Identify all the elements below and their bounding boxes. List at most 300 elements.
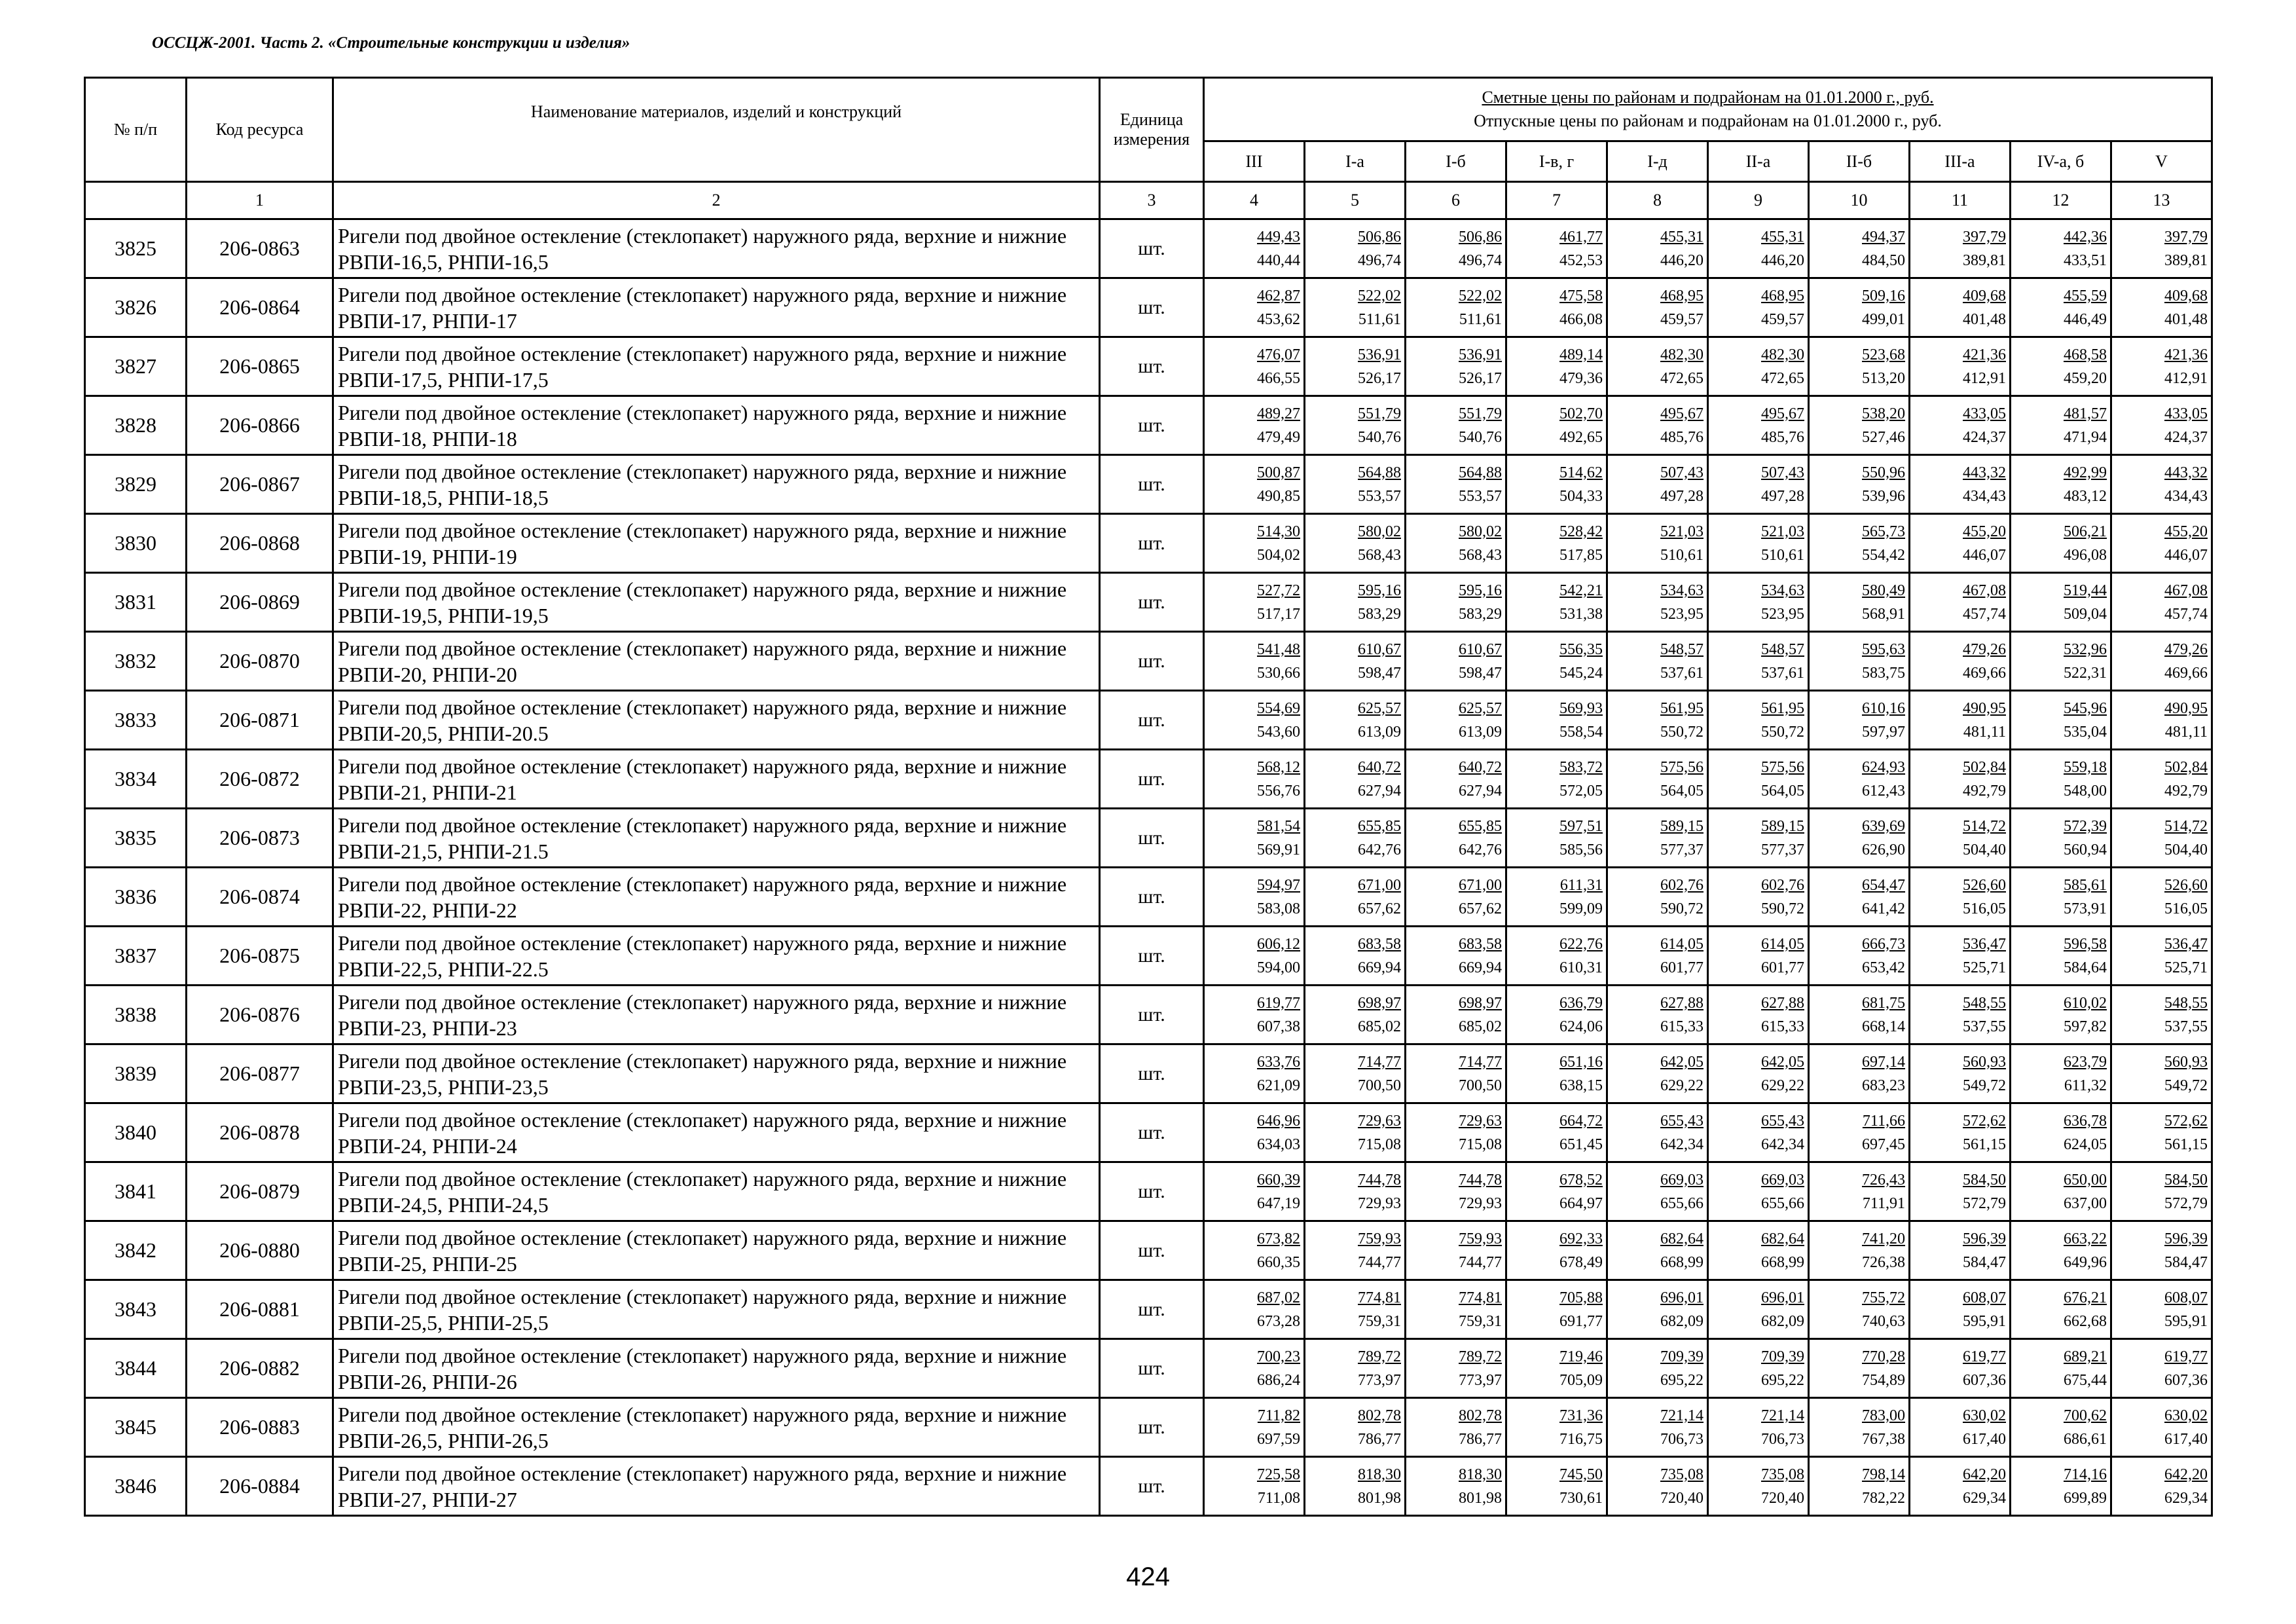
release-price: 446,20 bbox=[1660, 251, 1704, 269]
release-price: 590,72 bbox=[1761, 900, 1804, 917]
release-price: 678,49 bbox=[1559, 1253, 1603, 1271]
price-cell bbox=[1204, 1280, 1305, 1339]
price-cell bbox=[1204, 868, 1305, 927]
item-name: Ригели под двойное остекление (стеклопакет) наружного ряда, верхние и нижние РВПИ-26, РНПИ-26 bbox=[333, 1339, 1100, 1398]
price-cell bbox=[1204, 750, 1305, 809]
row-number: 3837 bbox=[85, 927, 187, 986]
release-price: 573,91 bbox=[2064, 900, 2107, 917]
estimate-price: 669,03 bbox=[1761, 1171, 1804, 1189]
price-cell bbox=[1607, 986, 1708, 1044]
price-cell bbox=[1506, 219, 1607, 278]
release-price: 496,08 bbox=[2064, 546, 2107, 564]
release-price: 550,72 bbox=[1761, 723, 1804, 741]
price-cell bbox=[1506, 1280, 1607, 1339]
estimate-price: 528,42 bbox=[1559, 523, 1603, 540]
release-price: 637,00 bbox=[2064, 1194, 2107, 1212]
release-price: 669,94 bbox=[1459, 959, 1502, 976]
row-number: 3831 bbox=[85, 573, 187, 632]
release-price: 479,36 bbox=[1559, 369, 1603, 387]
release-price: 569,91 bbox=[1257, 841, 1300, 858]
price-cell bbox=[2011, 1457, 2111, 1516]
unit-cell: шт. bbox=[1100, 573, 1204, 632]
resource-code: 206-0872 bbox=[187, 750, 333, 809]
estimate-price: 602,76 bbox=[1761, 876, 1804, 894]
release-price: 773,97 bbox=[1459, 1371, 1502, 1389]
price-cell bbox=[1910, 337, 2011, 396]
unit-cell: шт. bbox=[1100, 1280, 1204, 1339]
estimate-price: 602,76 bbox=[1660, 876, 1704, 894]
resource-code: 206-0874 bbox=[187, 868, 333, 927]
release-price: 490,85 bbox=[1257, 487, 1300, 505]
release-price: 412,91 bbox=[2164, 369, 2208, 387]
release-price: 601,77 bbox=[1660, 959, 1704, 976]
release-price: 729,93 bbox=[1358, 1194, 1401, 1212]
price-cell bbox=[1305, 1044, 1406, 1103]
estimate-price: 664,72 bbox=[1559, 1112, 1603, 1130]
prices-release-label: Отпускные цены по районам и подрайонам на 01.01.2000 г., руб. bbox=[1474, 111, 1942, 130]
estimate-price: 608,07 bbox=[2164, 1289, 2208, 1306]
price-cell bbox=[1406, 1280, 1506, 1339]
price-cell bbox=[1506, 750, 1607, 809]
estimate-price: 468,95 bbox=[1761, 287, 1804, 304]
estimate-price: 551,79 bbox=[1358, 405, 1401, 422]
price-cell bbox=[1809, 278, 1910, 337]
estimate-price: 489,14 bbox=[1559, 346, 1603, 363]
price-cell bbox=[1910, 1044, 2011, 1103]
price-cell bbox=[1708, 809, 1809, 868]
estimate-price: 611,31 bbox=[1559, 876, 1603, 894]
estimate-price: 409,68 bbox=[2164, 287, 2208, 304]
price-cell bbox=[1406, 1457, 1506, 1516]
unit-cell: шт. bbox=[1100, 1044, 1204, 1103]
price-cell bbox=[1910, 986, 2011, 1044]
price-cell bbox=[2011, 219, 2111, 278]
release-price: 740,63 bbox=[1862, 1312, 1905, 1330]
estimate-price: 774,81 bbox=[1358, 1289, 1401, 1306]
item-name: Ригели под двойное остекление (стеклопакет) наружного ряда, верхние и нижние РВПИ-19, РНПИ-19 bbox=[333, 514, 1100, 573]
item-name: Ригели под двойное остекление (стеклопакет) наружного ряда, верхние и нижние РВПИ-25,5, РНПИ-25,5 bbox=[333, 1280, 1100, 1339]
row-number: 3843 bbox=[85, 1280, 187, 1339]
item-name: Ригели под двойное остекление (стеклопакет) наружного ряда, верхние и нижние РВПИ-19,5, РНПИ-19,5 bbox=[333, 573, 1100, 632]
estimate-price: 536,47 bbox=[2164, 935, 2208, 953]
release-price: 543,60 bbox=[1257, 723, 1300, 741]
estimate-price: 726,43 bbox=[1862, 1171, 1905, 1189]
release-price: 537,55 bbox=[2164, 1018, 2208, 1035]
estimate-price: 818,30 bbox=[1358, 1466, 1401, 1483]
price-cell bbox=[1809, 1398, 1910, 1457]
price-cell bbox=[1607, 1398, 1708, 1457]
region-header: I-д bbox=[1607, 141, 1708, 182]
item-name: Ригели под двойное остекление (стеклопакет) наружного ряда, верхние и нижние РВПИ-21, РНПИ-21 bbox=[333, 750, 1100, 809]
table-row bbox=[85, 1103, 2212, 1162]
price-cell bbox=[1305, 691, 1406, 750]
release-price: 629,34 bbox=[1963, 1489, 2006, 1507]
estimate-price: 581,54 bbox=[1257, 817, 1300, 835]
price-cell bbox=[1809, 455, 1910, 514]
unit-cell: шт. bbox=[1100, 927, 1204, 986]
release-price: 686,24 bbox=[1257, 1371, 1300, 1389]
price-cell bbox=[1708, 1162, 1809, 1221]
estimate-price: 506,86 bbox=[1459, 228, 1502, 246]
release-price: 446,07 bbox=[1963, 546, 2006, 564]
price-cell bbox=[1607, 337, 1708, 396]
estimate-price: 449,43 bbox=[1257, 228, 1300, 246]
item-name: Ригели под двойное остекление (стеклопакет) наружного ряда, верхние и нижние РВПИ-25, РНПИ-25 bbox=[333, 1221, 1100, 1280]
release-price: 601,77 bbox=[1761, 959, 1804, 976]
resource-code: 206-0875 bbox=[187, 927, 333, 986]
price-cell bbox=[2111, 750, 2212, 809]
estimate-price: 532,96 bbox=[2064, 640, 2107, 658]
price-cell bbox=[1607, 1457, 1708, 1516]
estimate-price: 692,33 bbox=[1559, 1230, 1603, 1247]
release-price: 469,66 bbox=[1963, 664, 2006, 682]
row-number: 3840 bbox=[85, 1103, 187, 1162]
price-cell bbox=[1607, 927, 1708, 986]
price-cell bbox=[2011, 868, 2111, 927]
release-price: 537,61 bbox=[1660, 664, 1704, 682]
release-price: 525,71 bbox=[2164, 959, 2208, 976]
price-cell bbox=[1204, 1221, 1305, 1280]
release-price: 434,43 bbox=[2164, 487, 2208, 505]
estimate-price: 802,78 bbox=[1358, 1407, 1401, 1424]
price-cell bbox=[1708, 278, 1809, 337]
release-price: 653,42 bbox=[1862, 959, 1905, 976]
price-cell bbox=[1506, 278, 1607, 337]
price-cell bbox=[1708, 396, 1809, 455]
release-price: 523,95 bbox=[1761, 605, 1804, 623]
table-row bbox=[85, 691, 2212, 750]
release-price: 564,05 bbox=[1761, 782, 1804, 800]
resource-code: 206-0870 bbox=[187, 632, 333, 691]
estimate-price: 678,52 bbox=[1559, 1171, 1603, 1189]
price-cell bbox=[1204, 632, 1305, 691]
release-price: 730,61 bbox=[1559, 1489, 1603, 1507]
column-header-name: Наименование материалов, изделий и конструкций bbox=[333, 78, 1100, 182]
release-price: 496,74 bbox=[1358, 251, 1401, 269]
release-price: 517,85 bbox=[1559, 546, 1603, 564]
region-header: II-а bbox=[1708, 141, 1809, 182]
estimate-price: 666,73 bbox=[1862, 935, 1905, 953]
release-price: 389,81 bbox=[2164, 251, 2208, 269]
price-cell bbox=[2011, 1044, 2111, 1103]
region-header: I-б bbox=[1406, 141, 1506, 182]
estimate-price: 482,30 bbox=[1761, 346, 1804, 363]
estimate-price: 619,77 bbox=[2164, 1348, 2208, 1365]
price-cell bbox=[2111, 1221, 2212, 1280]
column-header-unit: Единица измерения bbox=[1100, 78, 1204, 182]
release-price: 511,61 bbox=[1358, 310, 1401, 328]
price-cell bbox=[1708, 1103, 1809, 1162]
estimate-price: 534,63 bbox=[1660, 581, 1704, 599]
estimate-price: 735,08 bbox=[1660, 1466, 1704, 1483]
estimate-price: 642,20 bbox=[2164, 1466, 2208, 1483]
column-number-empty bbox=[85, 182, 187, 219]
table-row bbox=[85, 1339, 2212, 1398]
table-row bbox=[85, 1280, 2212, 1339]
price-cell bbox=[1204, 1457, 1305, 1516]
price-cell bbox=[2111, 1162, 2212, 1221]
price-cell bbox=[2111, 455, 2212, 514]
release-price: 668,14 bbox=[1862, 1018, 1905, 1035]
estimate-price: 683,58 bbox=[1358, 935, 1401, 953]
estimate-price: 482,30 bbox=[1660, 346, 1704, 363]
estimate-price: 584,50 bbox=[1963, 1171, 2006, 1189]
estimate-price: 682,64 bbox=[1660, 1230, 1704, 1247]
estimate-price: 545,96 bbox=[2064, 699, 2107, 717]
price-cell bbox=[1506, 809, 1607, 868]
release-price: 685,02 bbox=[1358, 1018, 1401, 1035]
price-cell bbox=[1506, 396, 1607, 455]
estimate-price: 630,02 bbox=[1963, 1407, 2006, 1424]
release-price: 492,79 bbox=[1963, 782, 2006, 800]
release-price: 715,08 bbox=[1358, 1135, 1401, 1153]
estimate-price: 489,27 bbox=[1257, 405, 1300, 422]
price-cell bbox=[1708, 455, 1809, 514]
release-price: 720,40 bbox=[1761, 1489, 1804, 1507]
row-number: 3846 bbox=[85, 1457, 187, 1516]
price-cell bbox=[1708, 691, 1809, 750]
price-cell bbox=[1910, 396, 2011, 455]
release-price: 525,71 bbox=[1963, 959, 2006, 976]
price-cell bbox=[1910, 455, 2011, 514]
price-cell bbox=[1406, 573, 1506, 632]
release-price: 617,40 bbox=[1963, 1430, 2006, 1448]
row-number: 3841 bbox=[85, 1162, 187, 1221]
column-header-code: Код ресурса bbox=[187, 78, 333, 182]
release-price: 434,43 bbox=[1963, 487, 2006, 505]
release-price: 504,02 bbox=[1257, 546, 1300, 564]
resource-code: 206-0863 bbox=[187, 219, 333, 278]
region-header: I-а bbox=[1305, 141, 1406, 182]
release-price: 660,35 bbox=[1257, 1253, 1300, 1271]
price-cell bbox=[1406, 632, 1506, 691]
price-cell bbox=[1910, 278, 2011, 337]
estimate-price: 506,21 bbox=[2064, 523, 2107, 540]
price-cell bbox=[1910, 750, 2011, 809]
estimate-price: 729,63 bbox=[1459, 1112, 1502, 1130]
item-name: Ригели под двойное остекление (стеклопакет) наружного ряда, верхние и нижние РВПИ-17, РНПИ-17 bbox=[333, 278, 1100, 337]
release-price: 683,23 bbox=[1862, 1077, 1905, 1094]
price-cell bbox=[2111, 1339, 2212, 1398]
release-price: 497,28 bbox=[1761, 487, 1804, 505]
estimate-price: 443,32 bbox=[1963, 464, 2006, 481]
price-cell bbox=[1809, 632, 1910, 691]
estimate-price: 561,95 bbox=[1660, 699, 1704, 717]
price-cell bbox=[1607, 632, 1708, 691]
release-price: 540,76 bbox=[1358, 428, 1401, 446]
release-price: 412,91 bbox=[1963, 369, 2006, 387]
estimate-price: 572,62 bbox=[1963, 1112, 2006, 1130]
release-price: 583,29 bbox=[1358, 605, 1401, 623]
price-cell bbox=[1607, 219, 1708, 278]
price-cell bbox=[1708, 1339, 1809, 1398]
estimate-price: 442,36 bbox=[2064, 228, 2107, 246]
release-price: 479,49 bbox=[1257, 428, 1300, 446]
estimate-price: 789,72 bbox=[1459, 1348, 1502, 1365]
estimate-price: 614,05 bbox=[1761, 935, 1804, 953]
price-cell bbox=[1910, 1398, 2011, 1457]
release-price: 627,94 bbox=[1459, 782, 1502, 800]
release-price: 530,66 bbox=[1257, 664, 1300, 682]
price-cell bbox=[1910, 1103, 2011, 1162]
estimate-price: 514,72 bbox=[1963, 817, 2006, 835]
price-cell bbox=[1406, 1044, 1506, 1103]
price-cell bbox=[1708, 1457, 1809, 1516]
release-price: 531,38 bbox=[1559, 605, 1603, 623]
release-price: 577,37 bbox=[1660, 841, 1704, 858]
release-price: 711,91 bbox=[1862, 1194, 1905, 1212]
price-cell bbox=[1607, 1221, 1708, 1280]
unit-cell: шт. bbox=[1100, 1221, 1204, 1280]
estimate-price: 759,93 bbox=[1358, 1230, 1401, 1247]
estimate-price: 479,26 bbox=[2164, 640, 2208, 658]
estimate-price: 506,86 bbox=[1358, 228, 1401, 246]
release-price: 786,77 bbox=[1459, 1430, 1502, 1448]
resource-code: 206-0883 bbox=[187, 1398, 333, 1457]
table-row bbox=[85, 927, 2212, 986]
column-number: 9 bbox=[1708, 182, 1809, 219]
resource-code: 206-0876 bbox=[187, 986, 333, 1044]
release-price: 664,97 bbox=[1559, 1194, 1603, 1212]
price-cell bbox=[2011, 514, 2111, 573]
unit-cell: шт. bbox=[1100, 337, 1204, 396]
release-price: 553,57 bbox=[1459, 487, 1502, 505]
price-cell bbox=[1506, 632, 1607, 691]
estimate-price: 640,72 bbox=[1459, 758, 1502, 776]
release-price: 744,77 bbox=[1459, 1253, 1502, 1271]
estimate-price: 639,69 bbox=[1862, 817, 1905, 835]
estimate-price: 640,72 bbox=[1358, 758, 1401, 776]
price-cell bbox=[1708, 927, 1809, 986]
estimate-price: 630,02 bbox=[2164, 1407, 2208, 1424]
resource-code: 206-0865 bbox=[187, 337, 333, 396]
price-cell bbox=[2111, 691, 2212, 750]
estimate-price: 455,59 bbox=[2064, 287, 2107, 304]
price-cell bbox=[1305, 396, 1406, 455]
release-price: 492,79 bbox=[2164, 782, 2208, 800]
estimate-price: 789,72 bbox=[1358, 1348, 1401, 1365]
release-price: 424,37 bbox=[2164, 428, 2208, 446]
price-cell bbox=[1406, 337, 1506, 396]
price-cell bbox=[1607, 573, 1708, 632]
estimate-price: 714,16 bbox=[2064, 1466, 2107, 1483]
price-cell bbox=[1910, 219, 2011, 278]
column-number: 10 bbox=[1809, 182, 1910, 219]
region-header: I-в, г bbox=[1506, 141, 1607, 182]
price-cell bbox=[1809, 1457, 1910, 1516]
release-price: 759,31 bbox=[1358, 1312, 1401, 1330]
price-cell bbox=[1305, 1339, 1406, 1398]
release-price: 634,03 bbox=[1257, 1135, 1300, 1153]
estimate-price: 646,96 bbox=[1257, 1112, 1300, 1130]
estimate-price: 467,08 bbox=[1963, 581, 2006, 599]
column-number: 2 bbox=[333, 182, 1100, 219]
table-row bbox=[85, 455, 2212, 514]
row-number: 3825 bbox=[85, 219, 187, 278]
item-name: Ригели под двойное остекление (стеклопакет) наружного ряда, верхние и нижние РВПИ-20, РНПИ-20 bbox=[333, 632, 1100, 691]
estimate-price: 610,02 bbox=[2064, 994, 2107, 1012]
price-cell bbox=[1809, 1162, 1910, 1221]
estimate-price: 455,20 bbox=[2164, 523, 2208, 540]
column-header-prices bbox=[1204, 78, 2212, 141]
release-price: 705,09 bbox=[1559, 1371, 1603, 1389]
estimate-price: 409,68 bbox=[1963, 287, 2006, 304]
release-price: 509,04 bbox=[2064, 605, 2107, 623]
estimate-price: 443,32 bbox=[2164, 464, 2208, 481]
release-price: 657,62 bbox=[1459, 900, 1502, 917]
price-cell bbox=[2111, 396, 2212, 455]
release-price: 642,34 bbox=[1660, 1135, 1704, 1153]
price-cell bbox=[1406, 750, 1506, 809]
release-price: 496,74 bbox=[1459, 251, 1502, 269]
region-header: III bbox=[1204, 141, 1305, 182]
estimate-price: 698,97 bbox=[1358, 994, 1401, 1012]
release-price: 568,91 bbox=[1862, 605, 1905, 623]
estimate-price: 596,39 bbox=[1963, 1230, 2006, 1247]
price-cell bbox=[1406, 868, 1506, 927]
price-cell bbox=[1809, 809, 1910, 868]
release-price: 511,61 bbox=[1459, 310, 1502, 328]
release-price: 522,31 bbox=[2064, 664, 2107, 682]
price-cell bbox=[1506, 868, 1607, 927]
estimate-price: 655,85 bbox=[1459, 817, 1502, 835]
release-price: 583,75 bbox=[1862, 664, 1905, 682]
unit-cell: шт. bbox=[1100, 868, 1204, 927]
table-row bbox=[85, 1162, 2212, 1221]
release-price: 613,09 bbox=[1358, 723, 1401, 741]
price-cell bbox=[1305, 1162, 1406, 1221]
table-row bbox=[85, 396, 2212, 455]
release-price: 553,57 bbox=[1358, 487, 1401, 505]
release-price: 572,79 bbox=[1963, 1194, 2006, 1212]
column-number: 13 bbox=[2111, 182, 2212, 219]
release-price: 617,40 bbox=[2164, 1430, 2208, 1448]
price-cell bbox=[1506, 514, 1607, 573]
release-price: 561,15 bbox=[2164, 1135, 2208, 1153]
estimate-price: 536,91 bbox=[1358, 346, 1401, 363]
price-cell bbox=[1204, 396, 1305, 455]
release-price: 556,76 bbox=[1257, 782, 1300, 800]
price-cell bbox=[1506, 455, 1607, 514]
release-price: 472,65 bbox=[1660, 369, 1704, 387]
release-price: 595,91 bbox=[2164, 1312, 2208, 1330]
item-name: Ригели под двойное остекление (стеклопакет) наружного ряда, верхние и нижние РВПИ-22, РНПИ-22 bbox=[333, 868, 1100, 927]
price-cell bbox=[1406, 514, 1506, 573]
region-header: III-а bbox=[1910, 141, 2011, 182]
price-cell bbox=[1305, 927, 1406, 986]
resource-code: 206-0866 bbox=[187, 396, 333, 455]
table-row bbox=[85, 1044, 2212, 1103]
price-cell bbox=[1910, 1339, 2011, 1398]
price-cell bbox=[2111, 1103, 2212, 1162]
estimate-price: 697,14 bbox=[1862, 1053, 1905, 1071]
estimate-price: 479,26 bbox=[1963, 640, 2006, 658]
release-price: 492,65 bbox=[1559, 428, 1603, 446]
price-cell bbox=[1607, 1339, 1708, 1398]
release-price: 624,06 bbox=[1559, 1018, 1603, 1035]
unit-cell: шт. bbox=[1100, 1103, 1204, 1162]
release-price: 513,20 bbox=[1862, 369, 1905, 387]
price-cell bbox=[2011, 396, 2111, 455]
estimate-price: 421,36 bbox=[2164, 346, 2208, 363]
row-number: 3833 bbox=[85, 691, 187, 750]
price-cell bbox=[1204, 691, 1305, 750]
estimate-price: 683,58 bbox=[1459, 935, 1502, 953]
estimate-price: 660,39 bbox=[1257, 1171, 1300, 1189]
release-price: 801,98 bbox=[1358, 1489, 1401, 1507]
item-name: Ригели под двойное остекление (стеклопакет) наружного ряда, верхние и нижние РВПИ-24, РНПИ-24 bbox=[333, 1103, 1100, 1162]
table-row bbox=[85, 809, 2212, 868]
